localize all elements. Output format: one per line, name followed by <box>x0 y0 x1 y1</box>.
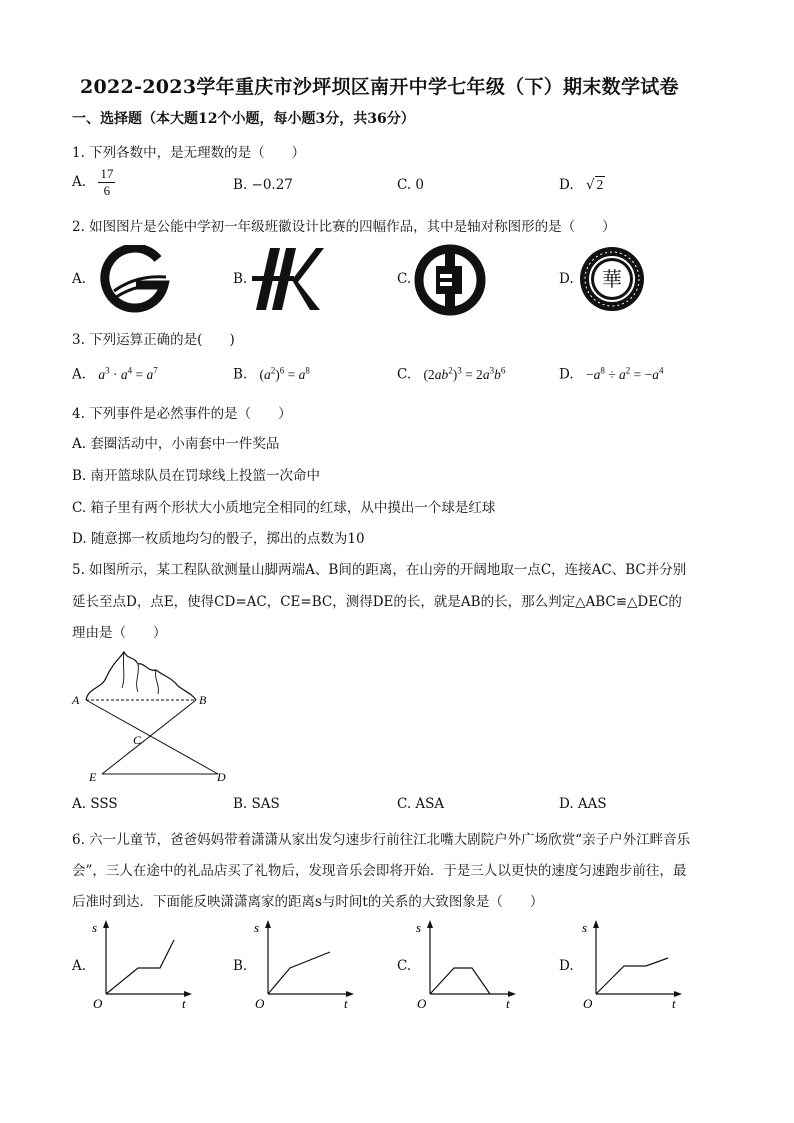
q5-line-3: 理由是（ ） <box>72 625 167 641</box>
mountain-ridges <box>122 652 158 694</box>
q4-option-b: B. 南开篮球队员在罚球线上投篮一次命中 <box>72 468 321 484</box>
graph-c-origin-label: O <box>417 996 427 1011</box>
q2-label-d: D. <box>559 271 574 287</box>
segment-be <box>102 700 196 774</box>
q4-stem: 4. 下列事件是必然事件的是（ ） <box>72 406 292 422</box>
q2-label-a: A. <box>72 271 87 287</box>
graph-d-line <box>596 958 668 994</box>
point-b-label: B <box>199 693 207 707</box>
point-d-label: D <box>217 770 226 784</box>
q4-option-a: A. 套圈活动中，小南套中一件奖品 <box>72 436 280 452</box>
sqrt-icon: √ <box>585 177 595 193</box>
graph-a-origin-label: O <box>93 996 103 1011</box>
graph-c-line <box>430 968 490 994</box>
point-e-label: E <box>89 770 97 784</box>
logo-b-icon <box>252 246 324 312</box>
q4-option-c: C. 箱子里有两个形状大小质地完全相同的红球，从中摸出一个球是红球 <box>72 500 496 516</box>
q1-option-a <box>72 166 115 199</box>
q1-option-b: B. −0.27 <box>233 177 293 193</box>
point-a-label: A <box>72 693 80 707</box>
q1-d-label: D. <box>559 177 574 193</box>
q3-label-a: A. <box>72 366 87 383</box>
graph-a-line <box>106 940 174 994</box>
graph-b-t-label: t <box>344 996 348 1011</box>
q6-label-a: A. <box>72 958 87 974</box>
exam-title: 2022-2023学年重庆市沙坪坝区南开中学七年级（下）期末数学试卷 <box>80 76 679 98</box>
graph-d-origin-label: O <box>583 996 593 1011</box>
graph-a-t-label: t <box>182 996 186 1011</box>
q6-graph-b <box>250 918 360 1012</box>
q5-option-a: A. SSS <box>72 796 118 812</box>
q1-stem: 1. 下列各数中，是无理数的是（ ） <box>72 145 306 161</box>
graph-b-line <box>268 952 330 994</box>
q5-mountain-figure <box>68 644 238 786</box>
graph-b-s-label: s <box>254 920 260 935</box>
q6-graph-a <box>88 918 198 1012</box>
logo-c-icon <box>414 244 486 316</box>
q1-a-denominator: 6 <box>103 183 111 198</box>
q3-option-d: D. $-a^8 \div a^2 = -a^4$ <box>559 365 664 383</box>
q4-option-d: D. 随意掷一枚质地均匀的骰子，掷出的点数为10 <box>72 531 365 547</box>
q6-label-c: C. <box>397 958 412 974</box>
logo-d-character: 華 <box>602 267 622 291</box>
q6-line-2: 会”，三人在途中的礼品店买了礼物后，发现音乐会即将开始．于是三人以更快的速度匀速跑步前往，最 <box>72 863 687 879</box>
logo-d-icon <box>578 244 646 314</box>
logo-a-icon <box>100 245 172 313</box>
q1-a-label: A. <box>72 174 87 190</box>
q6-line-3: 后准时到达．下面能反映潇潇离家的距离s与时间t的关系的大致图象是（ ） <box>72 894 544 910</box>
q5-option-d: D. AAS <box>559 796 607 812</box>
q1-option-c: C. 0 <box>397 177 425 193</box>
q3-option-b: B. $(a^2)^6 = a^8$ <box>233 365 310 383</box>
graph-c-t-label: t <box>506 996 510 1011</box>
q5-option-c: C. ASA <box>397 796 445 812</box>
q5-line-2: 延长至点D，点E，使得CD=AC，CE=BC，测得DE的长，就是AB的长，那么判定△ABC≌△DEC的 <box>72 594 682 610</box>
q1-a-fraction <box>98 166 115 199</box>
mountain-outline <box>86 652 196 700</box>
graph-c-s-label: s <box>416 920 422 935</box>
q3-option-a: A. $a^3 \cdot a^4 = a^7$ <box>72 365 158 383</box>
q6-graph-d <box>578 918 688 1012</box>
segment-ad <box>86 700 218 774</box>
q3-option-c: C. $(2ab^2)^3 = 2a^3b^6$ <box>397 365 506 383</box>
point-c-label: C <box>133 733 142 747</box>
q6-label-d: D. <box>559 958 574 974</box>
q5-option-b: B. SAS <box>233 796 280 812</box>
q6-graph-c <box>412 918 522 1012</box>
q2-label-b: B. <box>233 271 248 287</box>
graph-d-s-label: s <box>582 920 588 935</box>
q3-label-b: B. <box>233 366 248 383</box>
q1-d-radicand: 2 <box>596 177 604 192</box>
q1-option-d <box>559 177 605 193</box>
q3-stem: 3. 下列运算正确的是( ) <box>72 332 235 348</box>
q3-label-d: D. <box>559 366 574 383</box>
graph-b-origin-label: O <box>255 996 265 1011</box>
q2-label-c: C. <box>397 271 412 287</box>
section-header: 一、选择题（本大题12个小题，每小题3分，共36分） <box>72 111 415 127</box>
graph-d-t-label: t <box>672 996 676 1011</box>
q3-label-c: C. <box>397 366 412 383</box>
q2-stem: 2. 如图图片是公能中学初一年级班徽设计比赛的四幅作品，其中是轴对称图形的是（ ） <box>72 219 616 235</box>
graph-a-s-label: s <box>92 920 98 935</box>
q6-label-b: B. <box>233 958 248 974</box>
q1-a-numerator: 17 <box>100 166 114 181</box>
q6-line-1: 6. 六一儿童节，爸爸妈妈带着潇潇从家出发匀速步行前往江北嘴大剧院户外广场欣赏“亲子户外江畔音乐 <box>72 832 691 848</box>
q5-line-1: 5. 如图所示，某工程队欲测量山脚两端A、B间的距离，在山旁的开阔地取一点C，连接AC、BC并分别 <box>72 562 687 578</box>
